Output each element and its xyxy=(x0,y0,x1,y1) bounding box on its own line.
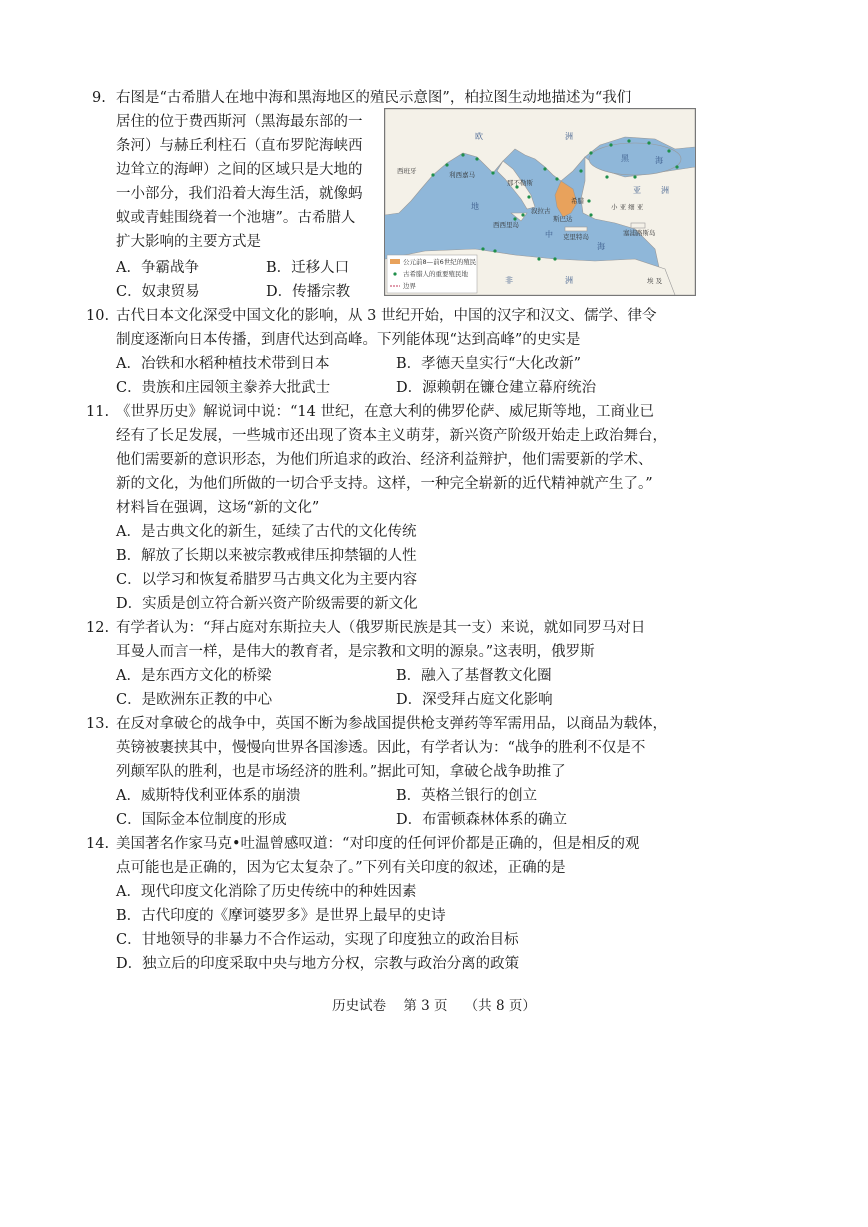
q12-stem-line: 耳曼人而言一样，是伟大的教育者，是宗教和文明的源泉。”这表明，俄罗斯 xyxy=(116,644,595,660)
q11-option-c[interactable]: C．以学习和恢复希腊罗马古典文化为主要内容 xyxy=(116,572,418,588)
map-label-europe-2: 洲 xyxy=(565,132,573,141)
q11-option-a[interactable]: A．是古典文化的新生，延续了古代的文化传统 xyxy=(116,524,417,540)
map-label-sicily: 西西里岛 xyxy=(493,221,519,229)
q9-stem-line: 一小部分，我们沿着大海生活，就像蚂 xyxy=(116,186,363,202)
map-label-asia-2: 洲 xyxy=(661,186,669,195)
q9-option-c[interactable]: C．奴隶贸易 xyxy=(116,284,200,300)
page-footer: 历史试卷 第 3 页 （共 8 页） xyxy=(332,998,536,1014)
q14-option-a[interactable]: A．现代印度文化消除了历史传统中的种姓因素 xyxy=(116,884,417,900)
q11-stem-line: 他们需要新的意识形态，为他们所追求的政治、经济利益辩护，他们需要新的学术、 xyxy=(116,452,653,468)
q11-option-d[interactable]: D．实质是创立符合新兴资产阶级需要的新文化 xyxy=(116,596,418,612)
q10-option-b[interactable]: B．孝德天皇实行“大化改新” xyxy=(396,356,581,372)
q13-option-b[interactable]: B．英格兰银行的创立 xyxy=(396,788,538,804)
q13-number: 13. xyxy=(86,716,110,732)
cyprus-land xyxy=(631,223,645,228)
crete-land xyxy=(565,227,587,231)
map-label-syracuse: 叙拉古 xyxy=(531,207,551,215)
q9-stem-line: 居住的位于费西斯河（黑海最东部的一 xyxy=(116,114,363,130)
q12-option-b[interactable]: B．融入了基督教文化圈 xyxy=(396,668,552,684)
map-label-black-sea-1: 黑 xyxy=(621,154,629,163)
q14-stem-line: 美国著名作家马克•吐温曾感叹道：“对印度的任何评价都是正确的，但是相反的观 xyxy=(116,836,640,852)
legend-swatch-greek xyxy=(390,259,400,264)
q9-option-a[interactable]: A．争霸战争 xyxy=(116,260,199,276)
q11-stem-line: 《世界历史》解说词中说：“14 世纪，在意大利的佛罗伦萨、威尼斯等地，工商业已 xyxy=(116,404,654,420)
q12-number: 12. xyxy=(86,620,110,636)
q10-number: 10. xyxy=(86,308,110,324)
q14-stem-line: 点可能也是正确的，因为它太复杂了。”下列有关印度的叙述，正确的是 xyxy=(116,860,566,876)
q12-option-d[interactable]: D．深受拜占庭文化影响 xyxy=(396,692,553,708)
map-label-black-sea-2: 海 xyxy=(655,156,663,165)
q9-option-d[interactable]: D．传播宗教 xyxy=(266,284,351,300)
q13-option-d[interactable]: D．布雷顿森林体系的确立 xyxy=(396,812,568,828)
q10-stem-line: 古代日本文化深受中国文化的影响，从 3 世纪开始，中国的汉字和汉文、儒学、律令 xyxy=(116,308,657,324)
map-label-med-1: 地 xyxy=(471,202,479,211)
map-label-med-2: 中 xyxy=(545,230,553,239)
greek-colonization-map xyxy=(384,108,696,296)
map-label-spain: 西班牙 xyxy=(397,167,417,175)
map-label-asia-minor: 小 亚 细 亚 xyxy=(611,203,644,211)
map-legend xyxy=(387,255,477,293)
q10-stem-line: 制度逐渐向日本传播，到唐代达到高峰。下列能体现“达到高峰”的史实是 xyxy=(116,332,581,348)
q14-option-b[interactable]: B．古代印度的《摩诃婆罗多》是世界上最早的史诗 xyxy=(116,908,446,924)
q13-stem-line: 在反对拿破仑的战争中，英国不断为参战国提供枪支弹药等军需用品，以商品为载体， xyxy=(116,716,667,732)
q13-stem-line: 列颠军队的胜利，也是市场经济的胜利。”据此可知，拿破仑战争助推了 xyxy=(116,764,566,780)
q9-stem-line: 右图是“古希腊人在地中海和黑海地区的殖民示意图”，柏拉图生动地描述为“我们 xyxy=(116,90,632,106)
q11-stem-line: 新的文化，为他们所做的一切合乎支持。这样，一种完全崭新的近代精神就产生了。” xyxy=(116,476,653,492)
map-label-crete: 克里特岛 xyxy=(563,233,589,241)
legend-item: 边界 xyxy=(403,282,416,290)
map-label-asia-1: 亚 xyxy=(633,186,641,195)
q9-stem-line: 条河）与赫丘利柱石（直布罗陀海峡西 xyxy=(116,138,363,154)
map-label-cyprus: 塞浦路斯岛 xyxy=(623,229,656,237)
q12-option-a[interactable]: A．是东西方文化的桥梁 xyxy=(116,668,272,684)
q9-stem-line: 扩大影响的主要方式是 xyxy=(116,234,261,250)
q9-stem-line: 蚁或青蛙围绕着一个池塘”。古希腊人 xyxy=(116,210,356,226)
map-label-greece: 希腊 xyxy=(571,197,584,205)
q14-option-c[interactable]: C．甘地领导的非暴力不合作运动，实现了印度独立的政治目标 xyxy=(116,932,519,948)
q13-option-c[interactable]: C．国际金本位制度的形成 xyxy=(116,812,287,828)
map-label-napoli: 那不勒斯 xyxy=(507,179,533,187)
q11-number: 11. xyxy=(86,404,110,420)
q11-stem-line: 经有了长足发展，一些城市还出现了资本主义萌芽，新兴资产阶级开始走上政治舞台， xyxy=(116,428,667,444)
q14-option-d[interactable]: D．独立后的印度采取中央与地方分权，宗教与政治分离的政策 xyxy=(116,956,520,972)
q9-stem-line: 边耸立的海岬）之间的区域只是大地的 xyxy=(116,162,363,178)
map-label-africa-2: 洲 xyxy=(565,276,573,285)
q9-option-b[interactable]: B．迁移人口 xyxy=(266,260,350,276)
legend-item: 古希腊人的重要殖民地 xyxy=(403,270,468,278)
map-label-egypt: 埃 及 xyxy=(647,277,663,285)
q14-number: 14. xyxy=(86,836,110,852)
legend-swatch-colony xyxy=(393,272,396,275)
q9-number: 9. xyxy=(92,90,106,106)
q13-stem-line: 英镑被裹挟其中，慢慢向世界各国渗透。因此，有学者认为：“战争的胜利不仅是不 xyxy=(116,740,646,756)
legend-item: 公元前8—前6世纪的殖民 xyxy=(403,258,477,266)
q11-option-b[interactable]: B．解放了长期以来被宗教戒律压抑禁锢的人性 xyxy=(116,548,417,564)
map-label-med-3: 海 xyxy=(597,242,605,251)
q11-stem-line: 材料旨在强调，这场“新的文化” xyxy=(116,500,320,516)
map-label-massalia: 利西嘉马 xyxy=(449,171,475,179)
q12-option-c[interactable]: C．是欧洲东正教的中心 xyxy=(116,692,273,708)
q10-option-c[interactable]: C．贵族和庄园领主豢养大批武士 xyxy=(116,380,331,396)
q12-stem-line: 有学者认为：“拜占庭对东斯拉夫人（俄罗斯民族是其一支）来说，就如同罗马对日 xyxy=(116,620,646,636)
black-sea xyxy=(589,143,681,175)
q10-option-d[interactable]: D．源赖朝在镰仓建立幕府统治 xyxy=(396,380,597,396)
q13-option-a[interactable]: A．威斯特伐利亚体系的崩溃 xyxy=(116,788,301,804)
map-label-africa-1: 非 xyxy=(505,276,513,285)
q10-option-a[interactable]: A．冶铁和水稻种植技术带到日本 xyxy=(116,356,330,372)
map-label-europe-1: 欧 xyxy=(475,132,483,141)
map-label-sparta: 斯巴达 xyxy=(553,215,573,223)
